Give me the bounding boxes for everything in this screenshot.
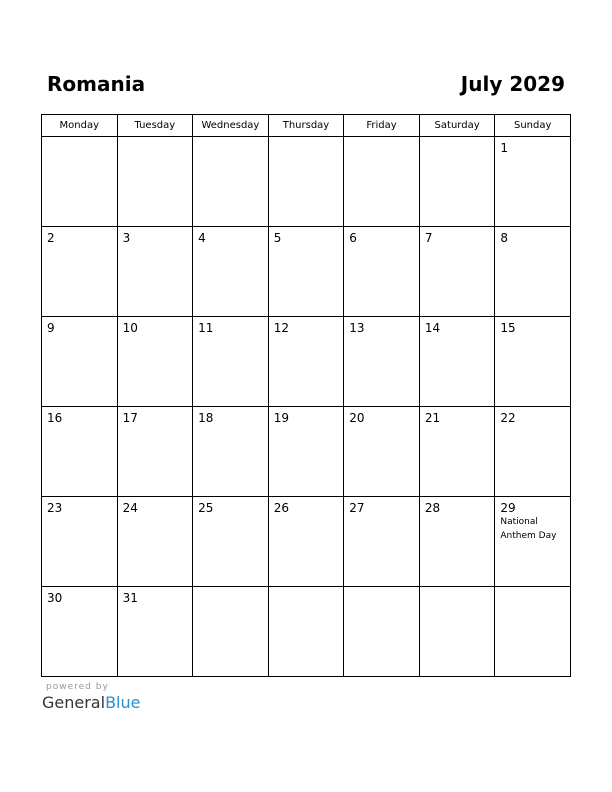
day-number	[495, 587, 570, 591]
day-cell[interactable]	[193, 497, 269, 587]
day-cell[interactable]	[495, 137, 571, 227]
day-number: 30	[47, 591, 63, 605]
day-cell[interactable]	[495, 587, 571, 677]
week-row	[42, 407, 571, 497]
day-number: 22	[500, 411, 516, 425]
week-row	[42, 137, 571, 227]
weekday-header: Sunday	[495, 115, 571, 137]
day-cell[interactable]	[117, 587, 193, 677]
week-row	[42, 227, 571, 317]
weekday-header: Saturday	[419, 115, 495, 137]
day-cell[interactable]	[419, 407, 495, 497]
day-number	[269, 137, 344, 141]
week-row	[42, 587, 571, 677]
day-cell[interactable]	[344, 137, 420, 227]
day-cell[interactable]	[268, 407, 344, 497]
weekday-header: Monday	[42, 115, 118, 137]
day-cell[interactable]	[193, 317, 269, 407]
day-cell[interactable]	[495, 407, 571, 497]
brand-blue: Blue	[105, 693, 141, 712]
day-number	[118, 137, 193, 141]
day-cell[interactable]	[419, 587, 495, 677]
day-number: 21	[424, 411, 441, 425]
day-cell[interactable]	[495, 317, 571, 407]
day-number: 13	[349, 321, 365, 335]
day-cell[interactable]	[42, 497, 118, 587]
weekday-header: Friday	[344, 115, 420, 137]
day-cell[interactable]	[117, 227, 193, 317]
day-cell[interactable]	[495, 497, 571, 587]
calendar-body	[42, 137, 571, 677]
day-cell[interactable]	[419, 227, 495, 317]
day-number: 10	[122, 321, 138, 335]
day-cell[interactable]	[344, 497, 420, 587]
day-cell[interactable]	[419, 317, 495, 407]
day-number: 23	[47, 501, 63, 515]
day-cell[interactable]	[344, 317, 420, 407]
calendar-grid	[41, 114, 571, 677]
day-number: 12	[273, 321, 289, 335]
day-number: 1	[500, 141, 509, 155]
holiday-label: National Anthem Day	[500, 517, 557, 541]
day-cell[interactable]	[344, 587, 420, 677]
day-number: 29	[500, 501, 516, 515]
month-title: July 2029	[460, 72, 565, 96]
day-number: 7	[424, 231, 433, 245]
day-number	[269, 587, 344, 591]
day-number: 9	[47, 321, 55, 335]
day-number: 15	[500, 321, 516, 335]
day-cell[interactable]	[193, 137, 269, 227]
day-cell[interactable]	[117, 137, 193, 227]
day-number: 19	[273, 411, 289, 425]
day-number: 27	[349, 501, 365, 515]
day-cell[interactable]	[268, 497, 344, 587]
day-number: 8	[500, 231, 509, 245]
day-cell[interactable]	[42, 407, 118, 497]
powered-by-label: powered by	[46, 682, 109, 692]
day-cell[interactable]	[42, 317, 118, 407]
day-cell[interactable]	[193, 227, 269, 317]
day-cell[interactable]	[42, 137, 118, 227]
weekday-header: Tuesday	[117, 115, 193, 137]
day-number	[420, 137, 495, 141]
weekday-header: Wednesday	[193, 115, 269, 137]
day-number: 3	[122, 231, 131, 245]
day-cell[interactable]	[268, 227, 344, 317]
day-number	[344, 137, 419, 141]
day-number: 31	[122, 591, 138, 605]
day-number: 20	[349, 411, 365, 425]
day-cell[interactable]	[117, 407, 193, 497]
day-cell[interactable]	[419, 137, 495, 227]
day-number: 5	[273, 231, 282, 245]
day-cell[interactable]	[193, 407, 269, 497]
weekday-header-row	[42, 115, 571, 137]
day-number: 25	[198, 501, 214, 515]
day-number: 6	[349, 231, 357, 245]
day-number: 2	[47, 231, 55, 245]
country-title: Romania	[47, 72, 146, 96]
day-number	[420, 587, 495, 591]
day-number	[42, 137, 117, 141]
day-number: 18	[198, 411, 214, 425]
day-number: 16	[47, 411, 63, 425]
day-cell[interactable]	[268, 317, 344, 407]
brand-general: General	[42, 693, 106, 712]
day-cell[interactable]	[495, 227, 571, 317]
day-cell[interactable]	[193, 587, 269, 677]
day-number: 26	[273, 501, 289, 515]
day-cell[interactable]	[344, 227, 420, 317]
day-number: 28	[424, 501, 441, 515]
day-number	[193, 137, 268, 141]
day-cell[interactable]	[42, 227, 118, 317]
day-cell[interactable]	[344, 407, 420, 497]
day-number: 11	[198, 321, 214, 335]
day-number: 24	[122, 501, 138, 515]
week-row	[42, 317, 571, 407]
day-cell[interactable]	[419, 497, 495, 587]
day-number: 14	[424, 321, 441, 335]
day-cell[interactable]	[268, 137, 344, 227]
day-number	[193, 587, 268, 591]
day-cell[interactable]	[268, 587, 344, 677]
day-number: 17	[122, 411, 138, 425]
day-cell[interactable]	[42, 587, 118, 677]
week-row	[42, 497, 571, 587]
day-cell[interactable]	[117, 317, 193, 407]
weekday-header: Thursday	[268, 115, 344, 137]
day-number	[344, 587, 419, 591]
brand-logo[interactable]	[42, 692, 140, 714]
day-number: 4	[198, 231, 206, 245]
day-cell[interactable]	[117, 497, 193, 587]
